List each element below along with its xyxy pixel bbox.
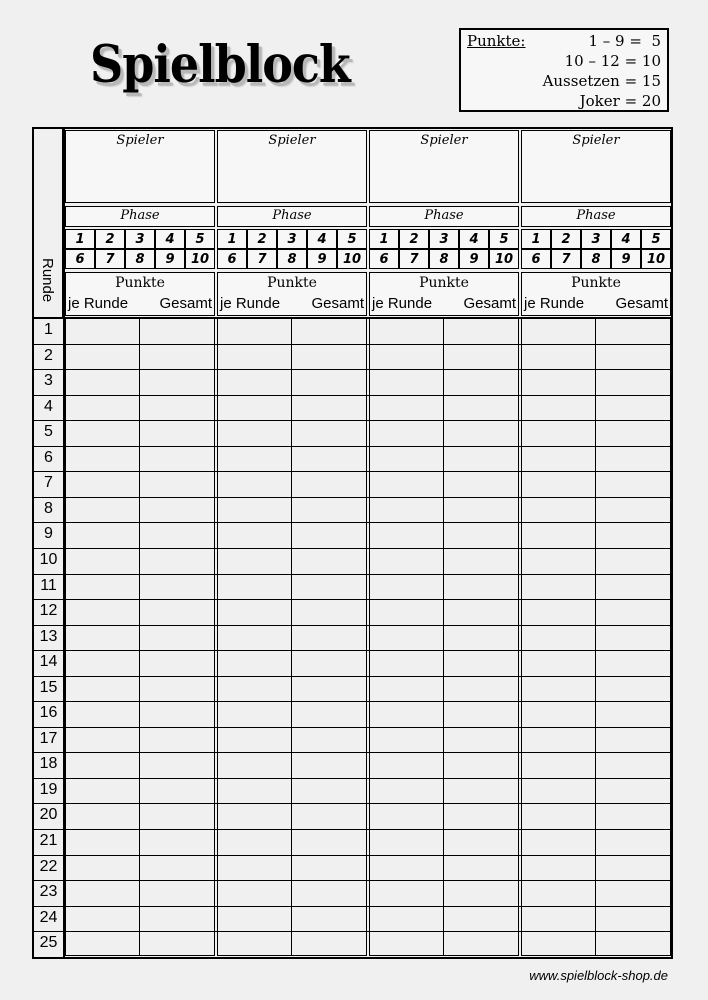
round-number: 12 [39, 602, 58, 620]
round-number: 2 [44, 346, 53, 364]
phase-checkbox[interactable]: 6 [521, 249, 551, 269]
row-divider [34, 497, 671, 498]
round-column-border [63, 127, 65, 958]
round-number: 14 [39, 653, 58, 671]
round-number: 1 [44, 321, 53, 338]
spieler-label: Spieler [116, 133, 164, 148]
phase-checkbox[interactable]: 1 [217, 229, 247, 249]
je-runde-label: je Runde [372, 295, 433, 312]
phase-checkbox[interactable]: 3 [125, 229, 155, 249]
phase-checkbox[interactable]: 5 [185, 229, 215, 249]
punkte-sublabels [218, 295, 366, 312]
punkte-header [369, 272, 519, 316]
round-number: 5 [44, 423, 53, 441]
phase-label: Phase [576, 208, 616, 223]
gesamt-label: Gesamt [311, 295, 364, 312]
row-divider [34, 548, 671, 549]
je-runde-label: je Runde [524, 295, 585, 312]
gesamt-label: Gesamt [159, 295, 212, 312]
phase-checkbox[interactable]: 4 [611, 229, 641, 249]
round-number: 24 [39, 908, 58, 926]
round-number: 11 [40, 576, 57, 594]
row-divider [34, 880, 671, 881]
row-divider [34, 471, 671, 472]
spieler-label: Spieler [572, 133, 620, 148]
score-grid[interactable] [65, 318, 215, 956]
row-divider [34, 420, 671, 421]
round-number: 23 [39, 883, 58, 901]
punkte-label: Punkte [419, 275, 469, 291]
punkte-header [65, 272, 215, 316]
scoring-row: 10 – 12 = 10 [564, 52, 661, 70]
round-number: 20 [39, 806, 58, 824]
phase-checkbox[interactable]: 9 [611, 249, 641, 269]
round-number: 13 [39, 627, 58, 645]
phase-checkbox[interactable]: 7 [399, 249, 429, 269]
row-divider [34, 369, 671, 370]
punkte-header [217, 272, 367, 316]
row-divider [34, 522, 671, 523]
column-divider [443, 318, 444, 956]
phase-checkbox[interactable]: 5 [337, 229, 367, 249]
scoring-row: 1 – 9 = 5 [588, 32, 661, 50]
phase-checkbox[interactable]: 2 [551, 229, 581, 249]
phase-checkbox[interactable]: 8 [125, 249, 155, 269]
round-number: 7 [44, 474, 53, 492]
round-number: 22 [39, 857, 58, 875]
player-name-field[interactable] [217, 130, 367, 203]
row-divider [34, 727, 671, 728]
rows-top-border [34, 317, 671, 319]
runde-label: Runde [39, 258, 56, 303]
phase-label: Phase [120, 208, 160, 223]
je-runde-label: je Runde [220, 295, 281, 312]
row-divider [34, 803, 671, 804]
row-divider [34, 574, 671, 575]
scoring-header: Punkte: [467, 32, 526, 50]
punkte-label: Punkte [267, 275, 317, 291]
scoring-legend [459, 28, 669, 112]
phase-checkbox[interactable]: 1 [65, 229, 95, 249]
punkte-sublabels [522, 295, 670, 312]
phase-label: Phase [272, 208, 312, 223]
je-runde-label: je Runde [68, 295, 129, 312]
phase-checkbox[interactable]: 6 [65, 249, 95, 269]
phase-checkbox[interactable]: 2 [247, 229, 277, 249]
phase-checkbox[interactable]: 8 [429, 249, 459, 269]
phase-checkbox[interactable]: 8 [277, 249, 307, 269]
row-divider [34, 599, 671, 600]
phase-grid [65, 229, 215, 269]
phase-checkbox[interactable]: 1 [521, 229, 551, 249]
phase-checkbox[interactable]: 2 [95, 229, 125, 249]
phase-checkbox[interactable]: 10 [489, 249, 519, 269]
spieler-label: Spieler [268, 133, 316, 148]
phase-checkbox[interactable]: 5 [641, 229, 671, 249]
scoring-row: Joker = 20 [579, 92, 661, 110]
row-divider [34, 701, 671, 702]
row-divider [34, 855, 671, 856]
phase-checkbox[interactable]: 6 [369, 249, 399, 269]
player-name-field[interactable] [65, 130, 215, 203]
phase-checkbox[interactable]: 4 [155, 229, 185, 249]
score-grid[interactable] [521, 318, 671, 956]
phase-checkbox[interactable]: 6 [217, 249, 247, 269]
row-divider [34, 344, 671, 345]
phase-checkbox[interactable]: 7 [247, 249, 277, 269]
row-divider [34, 829, 671, 830]
row-divider [34, 906, 671, 907]
phase-checkbox[interactable]: 10 [185, 249, 215, 269]
round-number: 15 [39, 678, 58, 696]
column-divider [291, 318, 292, 956]
phase-checkbox[interactable]: 9 [155, 249, 185, 269]
row-divider [34, 778, 671, 779]
phase-header [521, 206, 671, 227]
round-number: 4 [44, 397, 53, 415]
phase-checkbox[interactable]: 7 [551, 249, 581, 269]
phase-checkbox[interactable]: 10 [641, 249, 671, 269]
phase-grid [521, 229, 671, 269]
phase-checkbox[interactable]: 10 [337, 249, 367, 269]
footer-url: www.spielblock-shop.de [529, 968, 668, 983]
page-title: Spielblock [90, 34, 350, 95]
phase-checkbox[interactable]: 3 [581, 229, 611, 249]
phase-header [65, 206, 215, 227]
phase-grid [369, 229, 519, 269]
round-number: 9 [44, 525, 53, 543]
phase-checkbox[interactable]: 5 [489, 229, 519, 249]
row-divider [34, 752, 671, 753]
punkte-sublabels [370, 295, 518, 312]
round-number: 6 [44, 448, 53, 466]
player-name-field[interactable] [369, 130, 519, 203]
column-divider [139, 318, 140, 956]
phase-checkbox[interactable]: 9 [459, 249, 489, 269]
round-number: 3 [44, 372, 53, 390]
round-number: 10 [39, 550, 58, 568]
phase-label: Phase [424, 208, 464, 223]
round-number: 8 [44, 499, 53, 517]
phase-checkbox[interactable]: 9 [307, 249, 337, 269]
column-divider [595, 318, 596, 956]
round-number: 17 [39, 729, 58, 747]
row-divider [34, 650, 671, 651]
punkte-label: Punkte [571, 275, 621, 291]
gesamt-label: Gesamt [615, 295, 668, 312]
scoring-row: Aussetzen = 15 [542, 72, 661, 90]
round-number: 18 [39, 755, 58, 773]
phase-checkbox[interactable]: 4 [307, 229, 337, 249]
round-number: 19 [39, 780, 58, 798]
phase-checkbox[interactable]: 3 [429, 229, 459, 249]
phase-checkbox[interactable]: 7 [95, 249, 125, 269]
score-grid[interactable] [369, 318, 519, 956]
gesamt-label: Gesamt [463, 295, 516, 312]
row-divider [34, 625, 671, 626]
player-name-field[interactable] [521, 130, 671, 203]
phase-header [369, 206, 519, 227]
round-number: 25 [39, 934, 58, 952]
row-divider [34, 395, 671, 396]
punkte-label: Punkte [115, 275, 165, 291]
row-divider [34, 676, 671, 677]
round-number: 21 [39, 832, 58, 849]
row-divider [34, 446, 671, 447]
punkte-header [521, 272, 671, 316]
phase-header [217, 206, 367, 227]
punkte-sublabels [66, 295, 214, 312]
spieler-label: Spieler [420, 133, 468, 148]
round-number: 16 [39, 704, 58, 722]
row-divider [34, 931, 671, 932]
score-grid[interactable] [217, 318, 367, 956]
phase-checkbox[interactable]: 8 [581, 249, 611, 269]
phase-checkbox[interactable]: 1 [369, 229, 399, 249]
phase-checkbox[interactable]: 4 [459, 229, 489, 249]
phase-checkbox[interactable]: 3 [277, 229, 307, 249]
phase-checkbox[interactable]: 2 [399, 229, 429, 249]
phase-grid [217, 229, 367, 269]
